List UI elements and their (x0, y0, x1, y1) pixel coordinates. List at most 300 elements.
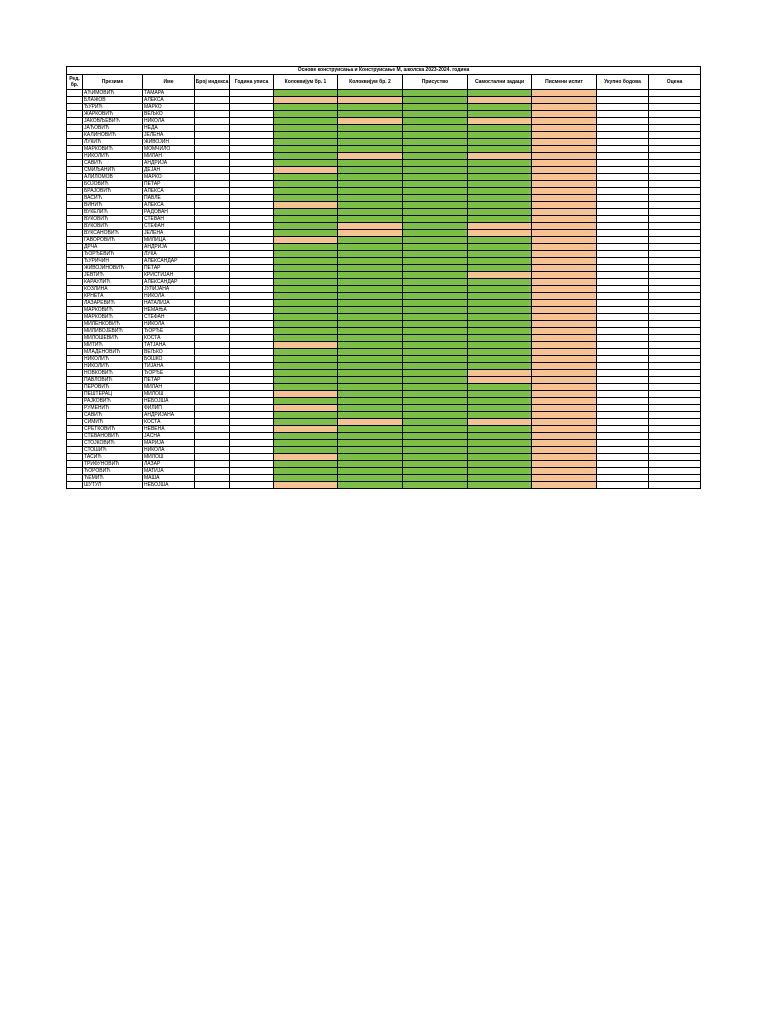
assignments-cell (468, 335, 532, 342)
colloquium-2-cell (338, 244, 403, 251)
index-cell (195, 335, 230, 342)
surname-cell: ЖАРКОВИЋ (83, 111, 143, 118)
year-cell (230, 265, 274, 272)
row-number-cell (67, 293, 83, 300)
colloquium-1-cell (274, 97, 338, 104)
row-number-cell (67, 475, 83, 482)
assignments-cell (468, 90, 532, 97)
index-cell (195, 384, 230, 391)
assignments-cell (468, 363, 532, 370)
grade-cell (649, 307, 701, 314)
written-exam-cell (532, 447, 597, 454)
index-cell (195, 258, 230, 265)
surname-cell: МАРКОВИЋ (83, 146, 143, 153)
assignments-cell (468, 125, 532, 132)
written-exam-cell (532, 307, 597, 314)
surname-cell: ВАСИЋ (83, 195, 143, 202)
surname-cell: МАРКОВИЋ (83, 314, 143, 321)
assignments-cell (468, 342, 532, 349)
colloquium-2-cell (338, 223, 403, 230)
colloquium-2-cell (338, 167, 403, 174)
year-cell (230, 244, 274, 251)
table-row (67, 321, 701, 328)
written-exam-cell (532, 314, 597, 321)
total-points-cell (597, 160, 649, 167)
attendance-cell (403, 321, 468, 328)
row-number-cell (67, 209, 83, 216)
total-points-cell (597, 181, 649, 188)
grade-cell (649, 286, 701, 293)
name-cell: МАРКО (143, 174, 195, 181)
name-cell: МАРИЈА (143, 440, 195, 447)
surname-cell: СТЕВАНОВИЋ (83, 433, 143, 440)
table-row (67, 160, 701, 167)
grade-cell (649, 279, 701, 286)
colloquium-1-cell (274, 419, 338, 426)
surname-cell: ЋОРОВИЋ (83, 468, 143, 475)
written-exam-cell (532, 181, 597, 188)
colloquium-1-cell (274, 405, 338, 412)
total-points-cell (597, 482, 649, 489)
colloquium-2-cell (338, 377, 403, 384)
colloquium-1-cell (274, 244, 338, 251)
assignments-cell (468, 237, 532, 244)
written-exam-cell (532, 153, 597, 160)
surname-cell: МЛАДЕНОВИЋ (83, 349, 143, 356)
assignments-cell (468, 272, 532, 279)
year-cell (230, 125, 274, 132)
grade-cell (649, 153, 701, 160)
written-exam-cell (532, 258, 597, 265)
assignments-cell (468, 202, 532, 209)
assignments-cell (468, 160, 532, 167)
written-exam-cell (532, 167, 597, 174)
grade-cell (649, 132, 701, 139)
grade-cell (649, 139, 701, 146)
grade-cell (649, 370, 701, 377)
table-row (67, 237, 701, 244)
year-cell (230, 209, 274, 216)
total-points-cell (597, 111, 649, 118)
index-cell (195, 118, 230, 125)
total-points-cell (597, 321, 649, 328)
attendance-cell (403, 391, 468, 398)
table-row (67, 209, 701, 216)
name-cell: ВЕЉКО (143, 111, 195, 118)
surname-cell: МАРКОВИЋ (83, 307, 143, 314)
table-row (67, 384, 701, 391)
year-cell (230, 328, 274, 335)
assignments-cell (468, 349, 532, 356)
index-cell (195, 447, 230, 454)
assignments-cell (468, 188, 532, 195)
grade-cell (649, 377, 701, 384)
surname-cell: СИМИЋ (83, 419, 143, 426)
colloquium-2-cell (338, 272, 403, 279)
attendance-cell (403, 447, 468, 454)
colloquium-1-cell (274, 468, 338, 475)
written-exam-cell (532, 391, 597, 398)
attendance-cell (403, 342, 468, 349)
assignments-cell (468, 111, 532, 118)
grade-cell (649, 363, 701, 370)
name-cell: БОШКО (143, 356, 195, 363)
row-number-cell (67, 412, 83, 419)
surname-cell: ЂУРИЋ (83, 104, 143, 111)
colloquium-2-cell (338, 419, 403, 426)
colloquium-1-cell (274, 90, 338, 97)
assignments-cell (468, 195, 532, 202)
name-cell: НИКОЛА (143, 118, 195, 125)
table-row (67, 412, 701, 419)
table-row (67, 230, 701, 237)
total-points-cell (597, 356, 649, 363)
row-number-cell (67, 468, 83, 475)
colloquium-2-cell (338, 188, 403, 195)
table-row (67, 293, 701, 300)
assignments-cell (468, 419, 532, 426)
written-exam-cell (532, 419, 597, 426)
surname-cell: ДРЧА (83, 244, 143, 251)
name-cell: МИЛАН (143, 153, 195, 160)
index-cell (195, 391, 230, 398)
written-exam-cell (532, 433, 597, 440)
colloquium-1-cell (274, 342, 338, 349)
table-row (67, 90, 701, 97)
written-exam-cell (532, 398, 597, 405)
header-year: Година уписа (230, 75, 274, 90)
colloquium-1-cell (274, 174, 338, 181)
assignments-cell (468, 461, 532, 468)
index-cell (195, 272, 230, 279)
row-number-cell (67, 384, 83, 391)
index-cell (195, 153, 230, 160)
name-cell: МИЛИЦА (143, 237, 195, 244)
total-points-cell (597, 335, 649, 342)
index-cell (195, 251, 230, 258)
table-row (67, 475, 701, 482)
attendance-cell (403, 419, 468, 426)
name-cell: НЕМАЊА (143, 307, 195, 314)
grade-cell (649, 181, 701, 188)
year-cell (230, 377, 274, 384)
table-row (67, 146, 701, 153)
table-row (67, 307, 701, 314)
assignments-cell (468, 223, 532, 230)
total-points-cell (597, 454, 649, 461)
colloquium-2-cell (338, 342, 403, 349)
assignments-cell (468, 377, 532, 384)
surname-cell: МИЛИВОЈЕВИЋ (83, 328, 143, 335)
colloquium-2-cell (338, 195, 403, 202)
assignments-cell (468, 391, 532, 398)
written-exam-cell (532, 482, 597, 489)
attendance-cell (403, 454, 468, 461)
grade-cell (649, 202, 701, 209)
attendance-cell (403, 286, 468, 293)
colloquium-2-cell (338, 237, 403, 244)
row-number-cell (67, 97, 83, 104)
colloquium-2-cell (338, 258, 403, 265)
colloquium-1-cell (274, 125, 338, 132)
index-cell (195, 223, 230, 230)
year-cell (230, 482, 274, 489)
grade-cell (649, 440, 701, 447)
row-number-cell (67, 251, 83, 258)
header-attendance: Присуство (403, 75, 468, 90)
written-exam-cell (532, 335, 597, 342)
grade-cell (649, 265, 701, 272)
attendance-cell (403, 426, 468, 433)
written-exam-cell (532, 118, 597, 125)
written-exam-cell (532, 370, 597, 377)
index-cell (195, 265, 230, 272)
year-cell (230, 286, 274, 293)
year-cell (230, 468, 274, 475)
year-cell (230, 111, 274, 118)
attendance-cell (403, 223, 468, 230)
index-cell (195, 167, 230, 174)
row-number-cell (67, 279, 83, 286)
year-cell (230, 405, 274, 412)
grade-cell (649, 90, 701, 97)
row-number-cell (67, 125, 83, 132)
year-cell (230, 160, 274, 167)
attendance-cell (403, 300, 468, 307)
total-points-cell (597, 202, 649, 209)
row-number-cell (67, 132, 83, 139)
grade-cell (649, 384, 701, 391)
total-points-cell (597, 195, 649, 202)
year-cell (230, 146, 274, 153)
total-points-cell (597, 398, 649, 405)
colloquium-2-cell (338, 104, 403, 111)
written-exam-cell (532, 356, 597, 363)
total-points-cell (597, 314, 649, 321)
colloquium-2-cell (338, 426, 403, 433)
row-number-cell (67, 349, 83, 356)
assignments-cell (468, 181, 532, 188)
grade-cell (649, 349, 701, 356)
name-cell: ЂОРЂЕ (143, 370, 195, 377)
index-cell (195, 440, 230, 447)
assignments-cell (468, 230, 532, 237)
index-cell (195, 468, 230, 475)
surname-cell: КАЛИНОВИЋ (83, 132, 143, 139)
colloquium-2-cell (338, 111, 403, 118)
assignments-cell (468, 307, 532, 314)
surname-cell: КАРАУЛИЋ (83, 279, 143, 286)
name-cell: ТАТЈАНА (143, 342, 195, 349)
colloquium-1-cell (274, 475, 338, 482)
attendance-cell (403, 244, 468, 251)
table-row (67, 251, 701, 258)
grade-cell (649, 482, 701, 489)
name-cell: ЂОРЂЕ (143, 328, 195, 335)
index-cell (195, 321, 230, 328)
year-cell (230, 461, 274, 468)
colloquium-2-cell (338, 139, 403, 146)
colloquium-1-cell (274, 440, 338, 447)
grade-cell (649, 468, 701, 475)
table-row (67, 216, 701, 223)
attendance-cell (403, 468, 468, 475)
name-cell: НЕБОЈША (143, 482, 195, 489)
written-exam-cell (532, 300, 597, 307)
colloquium-1-cell (274, 398, 338, 405)
grade-cell (649, 328, 701, 335)
row-number-cell (67, 377, 83, 384)
attendance-cell (403, 475, 468, 482)
assignments-cell (468, 405, 532, 412)
grade-cell (649, 244, 701, 251)
year-cell (230, 321, 274, 328)
total-points-cell (597, 328, 649, 335)
assignments-cell (468, 433, 532, 440)
row-number-cell (67, 419, 83, 426)
surname-cell: ТРИФУНОВИЋ (83, 461, 143, 468)
row-number-cell (67, 146, 83, 153)
written-exam-cell (532, 468, 597, 475)
colloquium-1-cell (274, 286, 338, 293)
year-cell (230, 363, 274, 370)
colloquium-2-cell (338, 174, 403, 181)
header-rb: Ред. бр. (67, 75, 83, 90)
index-cell (195, 328, 230, 335)
year-cell (230, 195, 274, 202)
colloquium-1-cell (274, 328, 338, 335)
attendance-cell (403, 195, 468, 202)
grade-cell (649, 167, 701, 174)
year-cell (230, 279, 274, 286)
table-row (67, 188, 701, 195)
colloquium-1-cell (274, 412, 338, 419)
colloquium-2-cell (338, 384, 403, 391)
year-cell (230, 412, 274, 419)
attendance-cell (403, 412, 468, 419)
colloquium-1-cell (274, 104, 338, 111)
colloquium-2-cell (338, 216, 403, 223)
name-cell: ЖИВОЈИН (143, 139, 195, 146)
written-exam-cell (532, 188, 597, 195)
total-points-cell (597, 342, 649, 349)
name-cell: НИКОЛА (143, 293, 195, 300)
table-row (67, 370, 701, 377)
colloquium-1-cell (274, 321, 338, 328)
header-surname: Презиме (83, 75, 143, 90)
name-cell: НИКОЛА (143, 321, 195, 328)
surname-cell: ПАВЛОВИЋ (83, 377, 143, 384)
index-cell (195, 405, 230, 412)
assignments-cell (468, 412, 532, 419)
colloquium-2-cell (338, 90, 403, 97)
colloquium-1-cell (274, 230, 338, 237)
colloquium-1-cell (274, 132, 338, 139)
surname-cell: ШУТУЛ (83, 482, 143, 489)
name-cell: НЕДА (143, 125, 195, 132)
row-number-cell (67, 160, 83, 167)
header-assignments: Самостални задаци (468, 75, 532, 90)
total-points-cell (597, 132, 649, 139)
written-exam-cell (532, 279, 597, 286)
year-cell (230, 118, 274, 125)
name-cell: АЛЕКСА (143, 202, 195, 209)
table-row (67, 118, 701, 125)
total-points-cell (597, 363, 649, 370)
grade-cell (649, 335, 701, 342)
written-exam-cell (532, 90, 597, 97)
name-cell: АЛЕКСА (143, 188, 195, 195)
grade-cell (649, 419, 701, 426)
surname-cell: МИЛОШЕВИЋ (83, 335, 143, 342)
assignments-cell (468, 440, 532, 447)
total-points-cell (597, 244, 649, 251)
total-points-cell (597, 384, 649, 391)
index-cell (195, 146, 230, 153)
total-points-cell (597, 461, 649, 468)
surname-cell: САВИЋ (83, 412, 143, 419)
year-cell (230, 174, 274, 181)
table-row (67, 440, 701, 447)
surname-cell: САВИЋ (83, 160, 143, 167)
assignments-cell (468, 475, 532, 482)
grade-cell (649, 412, 701, 419)
table-row (67, 468, 701, 475)
row-number-cell (67, 174, 83, 181)
year-cell (230, 139, 274, 146)
surname-cell: КРНЕТА (83, 293, 143, 300)
year-cell (230, 293, 274, 300)
row-number-cell (67, 433, 83, 440)
row-number-cell (67, 307, 83, 314)
colloquium-1-cell (274, 454, 338, 461)
grade-cell (649, 160, 701, 167)
index-cell (195, 475, 230, 482)
index-cell (195, 202, 230, 209)
name-cell: МАТИЈА (143, 468, 195, 475)
total-points-cell (597, 349, 649, 356)
row-number-cell (67, 328, 83, 335)
year-cell (230, 251, 274, 258)
name-cell: АНДРИЈА (143, 244, 195, 251)
written-exam-cell (532, 244, 597, 251)
table-row (67, 363, 701, 370)
colloquium-2-cell (338, 475, 403, 482)
total-points-cell (597, 188, 649, 195)
surname-cell: ВУКОВИЋ (83, 216, 143, 223)
grade-cell (649, 258, 701, 265)
table-row (67, 349, 701, 356)
table-row (67, 419, 701, 426)
index-cell (195, 307, 230, 314)
colloquium-2-cell (338, 230, 403, 237)
written-exam-cell (532, 139, 597, 146)
name-cell: МИЛОШ (143, 391, 195, 398)
row-number-cell (67, 230, 83, 237)
name-cell: ЈЕЛЕНА (143, 230, 195, 237)
year-cell (230, 370, 274, 377)
total-points-cell (597, 447, 649, 454)
colloquium-1-cell (274, 482, 338, 489)
attendance-cell (403, 111, 468, 118)
table-row (67, 286, 701, 293)
written-exam-cell (532, 160, 597, 167)
written-exam-cell (532, 328, 597, 335)
index-cell (195, 461, 230, 468)
grade-cell (649, 475, 701, 482)
colloquium-1-cell (274, 377, 338, 384)
attendance-cell (403, 265, 468, 272)
